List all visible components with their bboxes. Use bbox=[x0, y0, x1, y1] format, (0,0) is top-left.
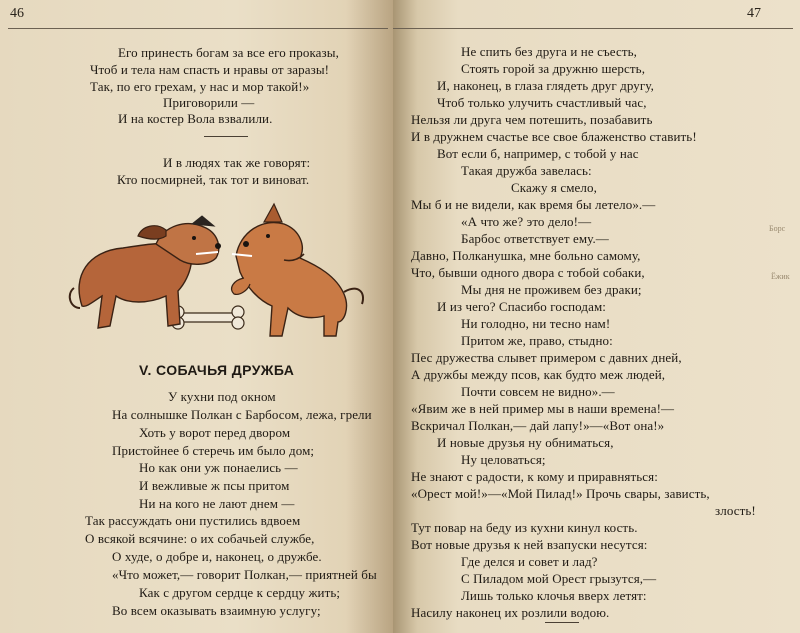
text-line: Стоять горой за дружню шерсть, bbox=[461, 61, 646, 76]
text-line: И в дружнем счастье все свое блаженство ставить! bbox=[411, 129, 697, 144]
right-page bbox=[393, 0, 800, 633]
left-dog-figure bbox=[70, 216, 221, 328]
text-line: Насилу наконец их розлили водою. bbox=[411, 605, 610, 620]
text-line: Вот если б, например, с тобой у нас bbox=[437, 146, 639, 161]
text-line: И из чего? Спасибо господам: bbox=[437, 299, 607, 314]
text-line: На солнышке Полкан с Барбосом, лежа, грели bbox=[112, 407, 372, 422]
text-line: Ну целоваться; bbox=[461, 452, 546, 467]
text-line: Пристойнее б стеречь им было дом; bbox=[112, 443, 315, 458]
text-line: Почти совсем не видно».— bbox=[461, 384, 615, 399]
text-line: Кто посмирней, так тот и виноват. bbox=[117, 172, 310, 187]
text-line: Ни голодно, ни тесно нам! bbox=[461, 316, 611, 331]
text-line: Мы дня не проживем без драки; bbox=[461, 282, 642, 297]
text-line: Чтоб только улучить счастливый час, bbox=[437, 95, 647, 110]
text-line: Нельзя ли друга чем потешить, позабавить bbox=[411, 112, 653, 127]
dogs-illustration bbox=[68, 196, 370, 344]
text-line: злость! bbox=[715, 503, 756, 518]
text-line: О худе, о добре и, наконец, о дружбе. bbox=[112, 549, 322, 564]
text-line: «А что же? это дело!— bbox=[461, 214, 592, 229]
text-line: Такая дружба завелась: bbox=[461, 163, 592, 178]
text-line: Скажу я смело, bbox=[511, 180, 597, 195]
text-line: «Явим же в ней пример мы в наши времена!— bbox=[411, 401, 675, 416]
text-line: Мы б и не видели, как время бы летело».— bbox=[411, 197, 656, 212]
header-rule-right bbox=[393, 28, 793, 29]
text-line: Чтоб и тела нам спасть и нравы от заразы! bbox=[90, 62, 330, 77]
text-line: Его принесть богам за все его проказы, bbox=[118, 45, 339, 60]
text-line: Пес дружества слывет примером с давних дней, bbox=[411, 350, 682, 365]
text-line: Но как они уж понаелись — bbox=[139, 460, 298, 475]
margin-note: Борс bbox=[769, 224, 786, 233]
text-line: И на костер Вола взвалили. bbox=[118, 111, 273, 126]
text-line: Во всем оказывать взаимную услугу; bbox=[112, 603, 321, 618]
text-line: И в людях так же говорят: bbox=[163, 155, 311, 170]
text-line: Ни на кого не лают днем — bbox=[139, 496, 295, 511]
text-line: Притом же, право, стыдно: bbox=[461, 333, 613, 348]
text-line: Не спить без друга и не съесть, bbox=[461, 44, 638, 59]
text-line: С Пиладом мой Орест грызутся,— bbox=[461, 571, 657, 586]
text-line: И вежливые ж псы притом bbox=[139, 478, 290, 493]
text-line: И, наконец, в глаза глядеть друг другу, bbox=[437, 78, 654, 93]
page-number-right: 47 bbox=[747, 6, 761, 21]
text-line: Как с другом сердце к сердцу жить; bbox=[139, 585, 341, 600]
end-separator bbox=[545, 622, 579, 623]
text-line: Приговорили — bbox=[163, 95, 255, 110]
page-number-left: 46 bbox=[10, 6, 24, 21]
text-line: Лишь только клочья вверх летят: bbox=[461, 588, 647, 603]
left-page bbox=[0, 0, 393, 633]
text-line: Так рассуждать они пустились вдвоем bbox=[85, 513, 301, 528]
text-line: Где делся и совет и лад? bbox=[461, 554, 598, 569]
text-line: Тут повар на беду из кухни кинул кость. bbox=[411, 520, 638, 535]
text-line: Что, бывши одного двора с тобой собаки, bbox=[411, 265, 645, 280]
text-line: Так, по его грехам, у нас и мор такой!» bbox=[90, 79, 310, 94]
header-rule-left bbox=[8, 28, 388, 29]
text-line: А дружбы между псов, как будто меж людей, bbox=[411, 367, 666, 382]
text-line: Хоть у ворот перед двором bbox=[139, 425, 291, 440]
text-line: Не знают с радости, к кому и приравняться: bbox=[411, 469, 658, 484]
bone-icon bbox=[172, 306, 244, 329]
text-line: О всякой всячине: о их собачьей службе, bbox=[85, 531, 315, 546]
right-dog-figure bbox=[232, 204, 363, 336]
section-separator bbox=[204, 136, 248, 137]
text-line: И новые друзья ну обниматься, bbox=[437, 435, 614, 450]
text-line: «Что может,— говорит Полкан,— приятней бы bbox=[112, 567, 377, 582]
margin-note: Ёжик bbox=[771, 272, 790, 281]
text-line: «Орест мой!»—«Мой Пилад!» Прочь свары, зависть, bbox=[411, 486, 710, 501]
text-line: Вскричал Полкан,— дай лапу!»—«Вот она!» bbox=[411, 418, 665, 433]
text-line: Вот новые друзья к ней взапуски несутся: bbox=[411, 537, 648, 552]
fable-heading: V. СОБАЧЬЯ ДРУЖБА bbox=[139, 362, 295, 378]
text-line: У кухни под окном bbox=[168, 389, 276, 404]
text-line: Барбос ответствует ему.— bbox=[461, 231, 609, 246]
text-line: Давно, Полканушка, мне больно самому, bbox=[411, 248, 641, 263]
